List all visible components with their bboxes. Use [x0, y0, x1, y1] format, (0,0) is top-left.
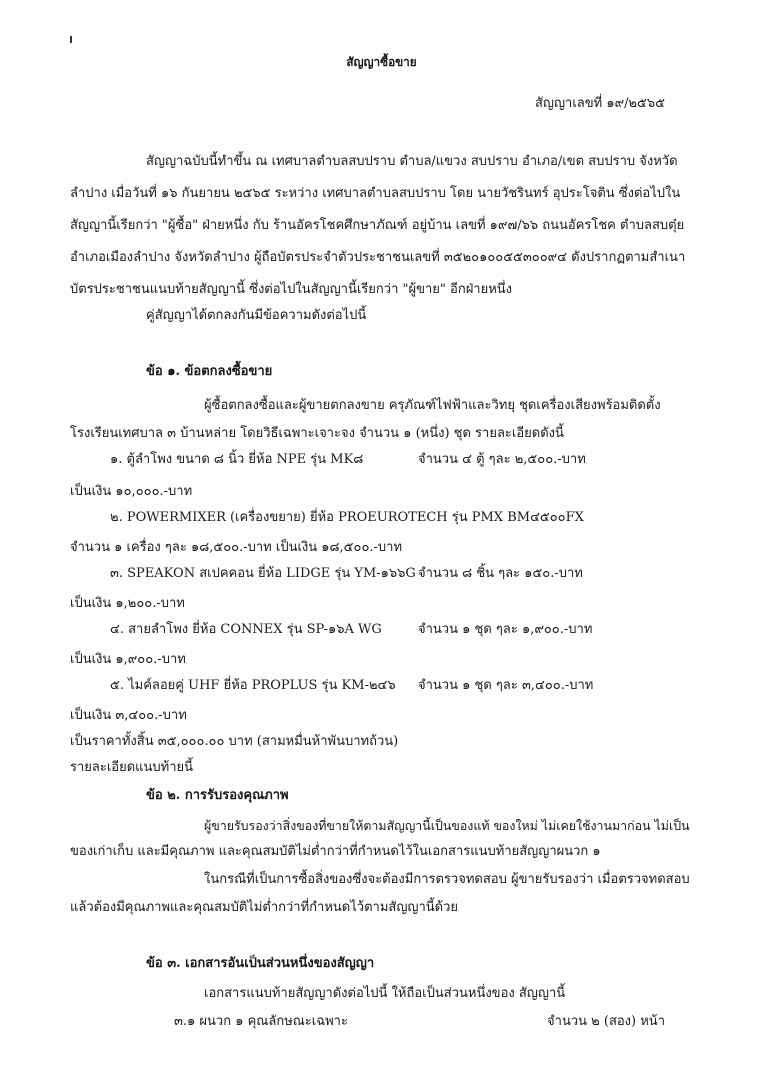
section-2-line-2: ของเก่าเก็บ และมีคุณภาพ และคุณสมบัติไม่ต่ำกว่าที่กำหนดไว้ในเอกสารแนบท้ายสัญญาผนวก ๑ [70, 844, 601, 859]
attachment-note: รายละเอียดแนบท้ายนี้ [70, 760, 194, 775]
section-3-pages: จำนวน ๒ (สอง) หน้า [547, 1014, 665, 1029]
item-3-qty: จำนวน ๘ ชิ้น ๆละ ๑๕๐.-บาท [418, 566, 583, 581]
intro-line-1: สัญญาฉบับนี้ทำขึ้น ณ เทศบาลตำบลสบปราบ ตำบล/แขวง สบปราบ อำเภอ/เขต สบปราบ จังหวัด [146, 154, 678, 169]
section-2-heading: ข้อ ๒. การรับรองคุณภาพ [146, 788, 289, 803]
intro-line-4: อำเภอเมืองลำปาง จังหวัดลำปาง ผู้ถือบัตรประจำตัวประชาชนเลขที่ ๓๕๒๐๑๐๐๕๕๓๐๐๙๔ ดังปรากฏตามสำเนา [70, 250, 686, 265]
intro-line-5: บัตรประชาชนแนบท้ายสัญญานี้ ซึ่งต่อไปในสัญญานี้เรียกว่า "ผู้ขาย" อีกฝ่ายหนึ่ง [70, 282, 513, 297]
item-3-amount: เป็นเงิน ๑,๒๐๐.-บาท [70, 596, 185, 611]
item-1-amount: เป็นเงิน ๑๐,๐๐๐.-บาท [70, 484, 193, 499]
intro-line-3: สัญญานี้เรียกว่า "ผู้ซื้อ" ฝ่ายหนึ่ง กับ ร้านอัครโชคศึกษาภัณฑ์ อยู่บ้าน เลขที่ ๑๙๗/๖๖ ถนนอัครโชค ตำบลสบตุ๋ย [70, 218, 685, 233]
section-2-line-4: แล้วต้องมีคุณภาพและคุณสมบัติไม่ต่ำกว่าที่กำหนดไว้ตามสัญญานี้ด้วย [70, 900, 459, 915]
section-3-item: ๓.๑ ผนวก ๑ คุณลักษณะเฉพาะ [174, 1014, 348, 1029]
section-1-paragraph-1: ผู้ซื้อตกลงซื้อและผู้ขายตกลงขาย ครุภัณฑ์ไฟฟ้าและวิทยุ ชุดเครื่องเสียงพร้อมติดตั้ง [204, 398, 661, 413]
section-1-paragraph-2: โรงเรียนเทศบาล ๓ บ้านหล่าย โดยวิธีเฉพาะเจาะจง จำนวน ๑ (หนึ่ง) ชุด รายละเอียดดังนี้ [70, 426, 564, 441]
item-5-qty: จำนวน ๑ ชุด ๆละ ๓,๔๐๐.-บาท [418, 678, 594, 693]
item-5-desc: ๕. ไมค์ลอยคู่ UHF ยี่ห้อ PROPLUS รุ่น KM-๒๔๖ [110, 678, 396, 693]
item-3-desc: ๓. SPEAKON สเปคคอน ยี่ห้อ LIDGE รุ่น YM-๑๖๖G [110, 566, 416, 581]
item-5-amount: เป็นเงิน ๓,๔๐๐.-บาท [70, 708, 187, 723]
section-2-line-1: ผู้ขายรับรองว่าสิ่งของที่ขายให้ตามสัญญานี้เป็นของแท้ ของใหม่ ไม่เคยใช้งานมาก่อน ไม่เป็น [204, 818, 690, 833]
section-2-line-3: ในกรณีที่เป็นการซื้อสิ่งของซึ่งจะต้องมีการตรวจทดสอบ ผู้ขายรับรองว่า เมื่อตรวจทดสอบ [204, 872, 690, 887]
item-2-desc: ๒. POWERMIXER (เครื่องขยาย) ยี่ห้อ PROEUROTECH รุ่น PMX BM๔๕๐๐FX [110, 510, 584, 525]
document-title: สัญญาซื้อขาย [346, 55, 417, 69]
page-mark [70, 36, 72, 43]
contract-number: สัญญาเลขที่ ๑๙/๒๕๖๕ [534, 96, 665, 111]
item-2-amount: จำนวน ๑ เครื่อง ๆละ ๑๘,๕๐๐.-บาท เป็นเงิน ๑๘,๕๐๐.-บาท [70, 540, 403, 555]
intro-line-6: คู่สัญญาได้ตกลงกันมีข้อความดังต่อไปนี้ [146, 308, 367, 323]
intro-line-2: ลำปาง เมื่อวันที่ ๑๖ กันยายน ๒๕๖๕ ระหว่าง เทศบาลตำบลสบปราบ โดย นายวัชรินทร์ อุประโจติน ซึ่งต่อไปใน [70, 186, 681, 201]
item-1-desc: ๑. ตู้ลำโพง ขนาด ๘ นิ้ว ยี่ห้อ NPE รุ่น MK๘ [110, 452, 364, 467]
section-1-heading: ข้อ ๑. ข้อตกลงซื้อขาย [146, 364, 273, 379]
section-3-line-1: เอกสารแนบท้ายสัญญาดังต่อไปนี้ ให้ถือเป็นส่วนหนึ่งของ สัญญานี้ [204, 986, 566, 1001]
item-4-qty: จำนวน ๑ ชุด ๆละ ๑,๙๐๐.-บาท [418, 622, 593, 637]
section-3-heading: ข้อ ๓. เอกสารอันเป็นส่วนหนึ่งของสัญญา [146, 956, 375, 971]
item-4-amount: เป็นเงิน ๑,๙๐๐.-บาท [70, 652, 186, 667]
grand-total: เป็นราคาทั้งสิ้น ๓๕,๐๐๐.๐๐ บาท (สามหมื่นห้าพันบาทถ้วน) [70, 734, 399, 749]
item-1-qty: จำนวน ๔ ตู้ ๆละ ๒,๕๐๐.-บาท [418, 452, 586, 467]
item-4-desc: ๔. สายลำโพง ยี่ห้อ CONNEX รุ่น SP-๑๖A WG [110, 622, 382, 637]
